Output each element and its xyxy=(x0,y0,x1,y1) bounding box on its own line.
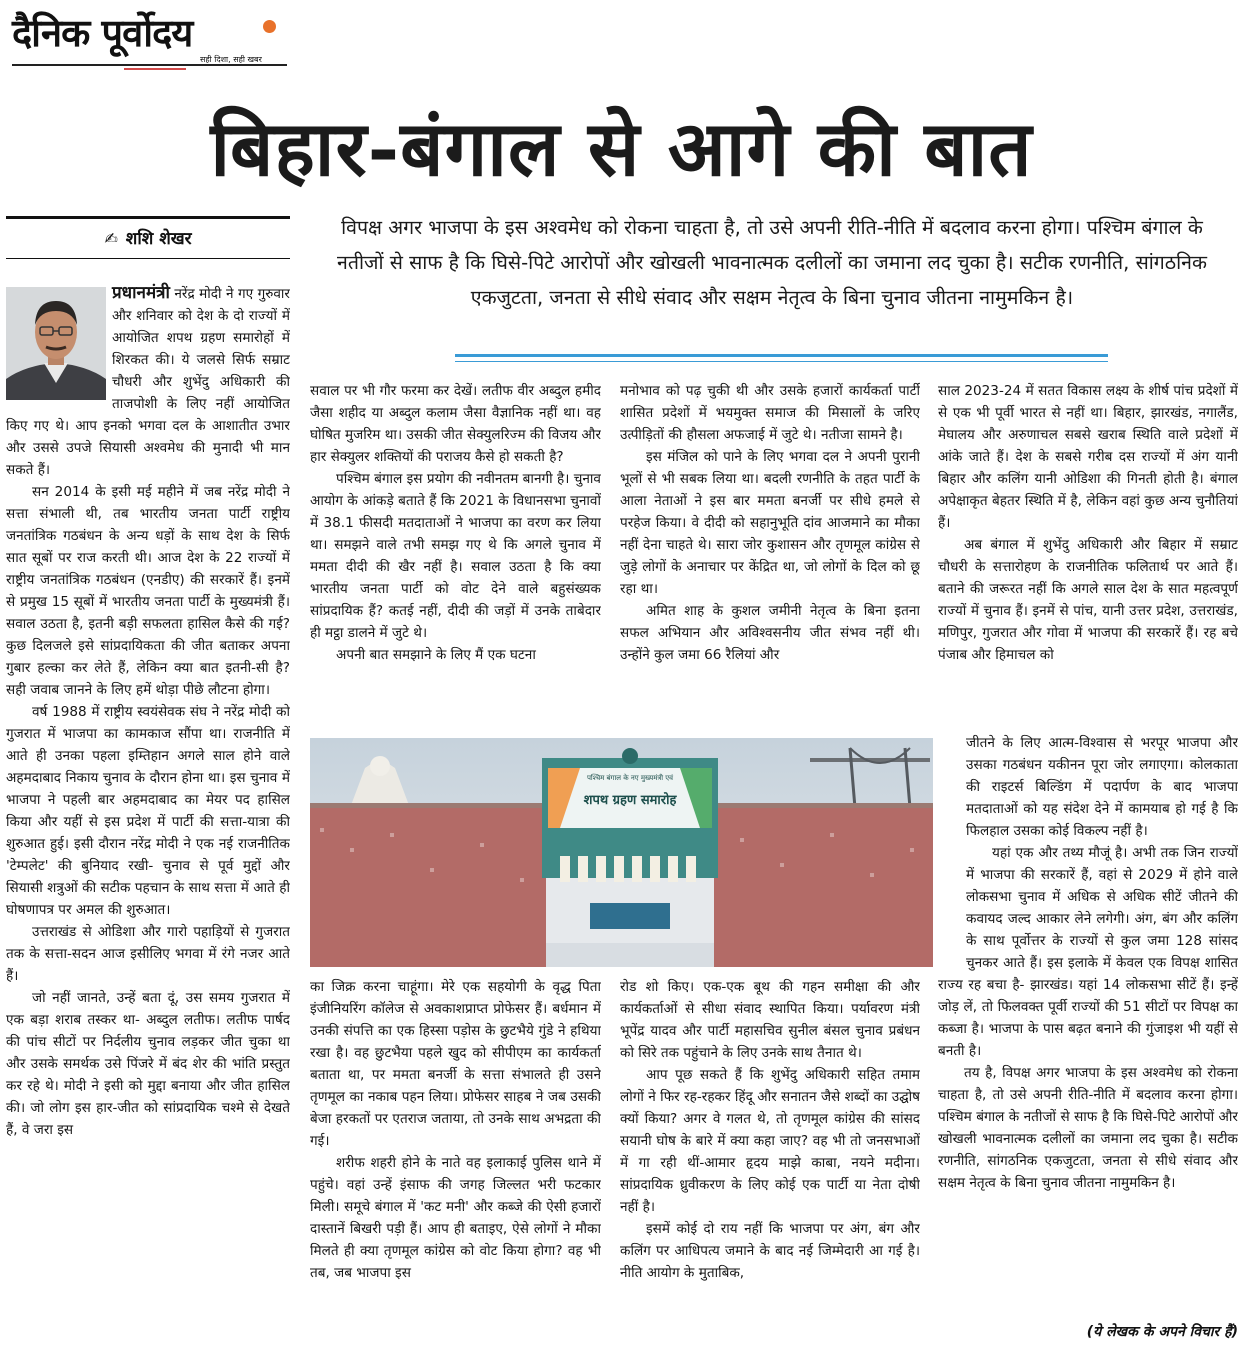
paragraph: जीतने के लिए आत्म-विश्वास से भरपूर भाजपा और उसका गठबंधन यकीनन पूरा जोर लगाएगा। कोलकाता की राइटर्स बिल्डिंग में पदार्पण के बाद भाजपा मतदाताओं को यह संदेश देने में कामयाब हो गई है कि फिलहाल उसका कोई विकल्प नहीं है। xyxy=(966,735,1238,839)
paragraph: मनोभाव को पढ़ चुकी थी और उसके हजारों कार्यकर्ता पार्टी शासित प्रदेशों में भयमुक्त समाज की मिसालों के जरिए उत्पीड़ितों की हौसला अफजाई में जुटे थे। नतीजा सामने है। xyxy=(620,383,920,443)
column-3-top xyxy=(620,380,920,732)
column-4-bottom xyxy=(938,732,1238,1320)
paragraph-text: नरेंद्र मोदी ने गए गुरुवार और शनिवार को देश के दो राज्यों में आयोजित शपथ ग्रहण समारोहों में शिरकत की। ये जलसे सिर्फ सम्राट चौधरी और शुभेंदु अधिकारी की ताजपोशी के लिए नहीं आयोजित किए गए थे। आप इनको भगवा दल के आशातीत उभार और उससे उपजे सियासी अश्वमेध की मुनादी भी मान सकते हैं। xyxy=(6,286,290,478)
paragraph: अमित शाह के कुशल जमीनी नेतृत्व के बिना इतना सफल अभियान और अविश्वसनीय जीत संभव नहीं थी। उन्होंने कुल जमा 66 रैलियां और xyxy=(620,603,920,663)
article-headline: बिहार-बंगाल से आगे की बात xyxy=(210,104,1033,193)
masthead-rule xyxy=(12,64,287,66)
paragraph: आप पूछ सकते हैं कि शुभेंदु अधिकारी सहित तमाम लोगों ने फिर रह-रहकर हिंदू और सनातन जैसे शब्दों का उद्घोष क्यों किया? अगर वे गलत थे, तो तृणमूल कांग्रेस की सांसद सयानी घोष के बारे में क्या कहा जाए? वह भी तो जनसभाओं में गा रही थीं-आमार हृदय माझे काबा, नयने मदीना। सांप्रदायिक ध्रुवीकरण के लिए कोई एक पार्टी या नेता दोषी नहीं है। xyxy=(620,1067,920,1215)
author-disclaimer: (ये लेखक के अपने विचार हैं) xyxy=(1086,1324,1238,1340)
paragraph: सवाल पर भी गौर फरमा कर देखें। लतीफ वीर अब्दुल हमीद जैसा शहीद या अब्दुल कलाम जैसा वैज्ञानिक नहीं था। वह घोषित मुजरिम था। उसकी जीत सेक्युलरिज्म की विजय और हार सेक्युलर शक्तियों की पराजय कैसे हो सकती है? xyxy=(310,383,601,465)
byline xyxy=(6,226,290,249)
author-name: शशि शेखर xyxy=(125,229,192,249)
column-4-top xyxy=(938,380,1238,732)
column-2-bottom xyxy=(310,976,601,1346)
backdrop-title: शपथ ग्रहण समारोह xyxy=(583,793,677,808)
paragraph: इसमें कोई दो राय नहीं कि भाजपा पर अंग, बंग और कलिंग पर आधिपत्य जमाने के बाद नई जिम्मेदारी आ गई है। नीति आयोग के मुताबिक, xyxy=(620,1221,920,1281)
deck-rule-thin xyxy=(455,361,1108,362)
paragraph: शरीफ शहरी होने के नाते वह इलाकाई पुलिस थाने में पहुंचे। वहां उन्हें इंसाफ की जगह जिल्लत भरी फटकार मिली। समूचे बंगाल में 'कट मनी' और कब्जे की ऐसी हजारों दास्तानें बिखरी पड़ी हैं। आप ही बताइए, ऐसे लोगों ने मौका मिलते ही क्या तृणमूल कांग्रेस को वोट किया होगा? वह भी तब, जब भाजपा इस xyxy=(310,1155,601,1281)
paragraph: अपनी बात समझाने के लिए मैं एक घटना xyxy=(336,647,536,663)
photo-wrap-spacer xyxy=(938,732,966,974)
masthead-dot-icon xyxy=(263,20,276,33)
masthead xyxy=(12,6,287,72)
deck-rule xyxy=(455,354,1108,357)
ceremony-scene-icon xyxy=(310,738,933,967)
paragraph: तय है, विपक्ष अगर भाजपा के इस अश्वमेध को रोकना चाहता है, तो उसे अपनी रीति-नीति में बदलाव करना होगा। पश्चिम बंगाल के नतीजों से साफ है कि घिसे-पिटे आरोपों और खोखली भावनात्मक दलीलों का जमाना लद चुका है। सटीक रणनीति, सांगठनिक एकजुटता, जनता से सीधे संवाद और सक्षम नेतृत्व के बिना चुनाव जीतना नामुमकिन है। xyxy=(938,1065,1238,1191)
paragraph: का जिक्र करना चाहूंगा। मेरे एक सहयोगी के वृद्ध पिता इंजीनियरिंग कॉलेज से अवकाशप्राप्त प्रोफेसर हैं। बर्धमान में उनकी संपत्ति का एक हिस्सा पड़ोस के छुटभैये गुंडे ने हथिया रखा है। वह छुटभैया पहले खुद को सीपीएम का कार्यकर्ता बताता था, पर ममता बनर्जी के सत्ता संभालते ही उसने तृणमूल का नकाब पहन लिया। प्रोफेसर साहब ने जब उसकी बेजा हरकतों पर एतराज जताया, तो उनके साथ अभद्रता की गई। xyxy=(310,979,601,1149)
paragraph: वर्ष 1988 में राष्ट्रीय स्वयंसेवक संघ ने नरेंद्र मोदी को गुजरात में भाजपा का कामकाज सौंपा था। राजनीति में आते ही उनका पहला इम्तिहान अगले साल होने वाले अहमदाबाद निकाय चुनाव के दौरान होना था। इस चुनाव में भाजपा ने पहली बार अहमदाबाद का मेयर पद हासिल किया और यहीं से इस प्रदेश में पार्टी की सत्ता-यात्रा की शुरुआत हुई। इसी दौरान नरेंद्र मोदी ने एक नई राजनीतिक 'टेम्पलेट' की बुनियाद रखी- चुनाव से पूर्व मुद्दों और सियासी शत्रुओं की सटीक पहचान के साथ सत्ता में आते ही घोषणापत्र पर अमल की शुरुआत। xyxy=(6,704,290,918)
column-1 xyxy=(6,282,290,1346)
article-deck: विपक्ष अगर भाजपा के इस अश्वमेध को रोकना चाहता है, तो उसे अपनी रीति-नीति में बदलाव करना होगा। पश्चिम बंगाल के नतीजों से साफ है कि घिसे-पिटे आरोपों और खोखली भावनात्मक दलीलों का जमाना लद चुका है। सटीक रणनीति, सांगठनिक एकजुटता, जनता से सीधे संवाद और सक्षम नेतृत्व के बिना चुनाव जीतना नामुमकिन है। xyxy=(337,216,1207,309)
paragraph: उत्तराखंड से ओडिशा और गारो पहाड़ियों से गुजरात तक के सत्ता-सदन आज इसीलिए भगवा में रंगे नजर आते हैं। xyxy=(6,924,290,984)
paragraph: पश्चिम बंगाल इस प्रयोग की नवीनतम बानगी है। चुनाव आयोग के आंकड़े बताते हैं कि 2021 के विधानसभा चुनावों में 38.1 फीसदी मतदाताओं ने भाजपा का वरण कर लिया था। समझने वाले तभी समझ गए थे कि अगले चुनाव में ममता दीदी की खैर नहीं है। सवाल उठता है कि क्या भारतीय जनता पार्टी को वोट देने वाले बहुसंख्यक सांप्रदायिक हैं? कतई नहीं, दीदी की जड़ों में उनके ताबेदार ही मट्ठा डालने में जुटे थे। xyxy=(310,471,601,641)
photo-spacer xyxy=(6,282,112,404)
byline-rule-top xyxy=(6,216,290,219)
paragraph: रोड शो किए। एक-एक बूथ की गहन समीक्षा की और कार्यकर्ताओं से सीधा संवाद स्थापित किया। पर्यावरण मंत्री भूपेंद्र यादव और पार्टी महासचिव सुनील बंसल चुनाव प्रबंधन को सिरे तक पहुंचाने के लिए उनके साथ तैनात थे। xyxy=(620,979,920,1061)
paragraph: यहां एक और तथ्य मौजूं है। अभी तक जिन राज्यों में भाजपा की सरकारें हैं, वहां से 2029 में होने वाले लोकसभा चुनाव में अधिक से अधिक सीटें जीतने की कवायद जल्द आकार लेने लगेगी। अंग, बंग और कलिंग के साथ पूर्वोत्तर के राज्यों से कुल जमा 128 सांसद चुनकर आते हैं। इस इलाके में केवल एक विपक्ष शासित राज्य रह बचा है- झारखंड। यहां 14 लोकसभा सीटें हैं। इन्हें जोड़ लें, तो फिलवक्त पूर्वी राज्यों की 51 सीटों पर विपक्ष का कब्जा है। भाजपा के पास बढ़त बनाने की गुंजाइश भी यहीं से बनती है। xyxy=(938,845,1238,1059)
paragraph: अब बंगाल में शुभेंदु अधिकारी और बिहार में सम्राट चौधरी के सत्तारोहण के राजनीतिक फलितार्थ पर आते हैं। बताने की जरूरत नहीं कि अगले साल देश के सात महत्वपूर्ण राज्यों में चुनाव हैं। इनमें से पांच, यानी उत्तर प्रदेश, उत्तराखंड, मणिपुर, गुजरात और गोवा में भाजपा की सरकारें हैं। रह बचे पंजाब और हिमाचल को xyxy=(938,537,1238,663)
paragraph: साल 2023-24 में सतत विकास लक्ष्य के शीर्ष पांच प्रदेशों में से एक भी पूर्वी भारत से नहीं था। बिहार, झारखंड, नगालैंड, मेघालय और अरुणाचल सबसे खराब स्थिति वाले प्रदेशों में आंके जाते हैं। देश के सबसे गरीब दस राज्यों में अंग यानी बिहार और कलिंग यानी ओडिशा की गिनती होती है। बंगाल अपेक्षाकृत बेहतर स्थिति में है, लेकिन वहां कुछ अन्य चुनौतियां हैं। xyxy=(938,383,1238,531)
newspaper-name: दैनिक पूर्वोदय xyxy=(12,10,193,55)
masthead-accent-rule xyxy=(124,68,186,70)
column-2-top xyxy=(310,380,601,732)
paragraph: इस मंजिल को पाने के लिए भगवा दल ने अपनी पुरानी भूलों से भी सबक लिया था। बदली रणनीति के तहत पार्टी के आला नेताओं ने इस बार ममता बनर्जी पर सीधे हमले से परहेज किया। वे दीदी को सहानुभूति दांव आजमाने का मौका नहीं देना चाहते थे। सारा जोर कुशासन और तृणमूल कांग्रेस से जुड़े लोगों के अनाचार पर केंद्रित था, जो लोगों के दिल को छू रहा था। xyxy=(620,449,920,597)
paragraph: सन 2014 के इसी मई महीने में जब नरेंद्र मोदी ने सत्ता संभाली थी, तब भारतीय जनता पार्टी राष्ट्रीय जनतांत्रिक गठबंधन के अन्य धड़ों के साथ देश के सिर्फ सात सूबों पर राज करती थी। आज देश के 22 राज्यों में राष्ट्रीय जनतांत्रिक गठबंधन (एनडीए) की सरकारें हैं। इनमें से प्रमुख 15 सूबों में भारतीय जनता पार्टी के मुख्यमंत्री हैं। सवाल उठता है, इतनी बड़ी सफलता हासिल कैसे की गई? कुछ दिलजले इसे सांप्रदायिकता की जीत बताकर अपना गुबार हल्का कर लेते हैं, लेकिन क्या बात इतनी-सी है? सही जवाब जानने के लिए हमें थोड़ा पीछे लौटना होगा। xyxy=(6,484,290,698)
pen-icon: ✍ xyxy=(104,229,118,248)
byline-rule-bottom xyxy=(6,258,290,259)
paragraph: जो नहीं जानते, उन्हें बता दूं, उस समय गुजरात में एक बड़ा शराब तस्कर था- अब्दुल लतीफ। लतीफ पार्षद की पांच सीटों पर निर्दलीय चुनाव लड़कर जीत चुका था और उसके समर्थक उसे पिंजरे में बंद शेर की भांति प्रस्तुत कर रहे थे। मोदी ने इसी को मुद्दा बनाया और जीत हासिल की। जो लोग इस हार-जीत को सांप्रदायिक चश्मे से देखते हैं, वे जरा इस xyxy=(6,990,290,1138)
masthead-tagline: सही दिशा, सही खबर xyxy=(200,55,262,64)
backdrop-caption: पश्चिम बंगाल के नए मुख्यमंत्री एवं xyxy=(586,774,674,782)
lead-word: प्रधानमंत्री xyxy=(112,283,170,303)
column-3-bottom xyxy=(620,976,920,1346)
ceremony-photo xyxy=(310,738,933,967)
